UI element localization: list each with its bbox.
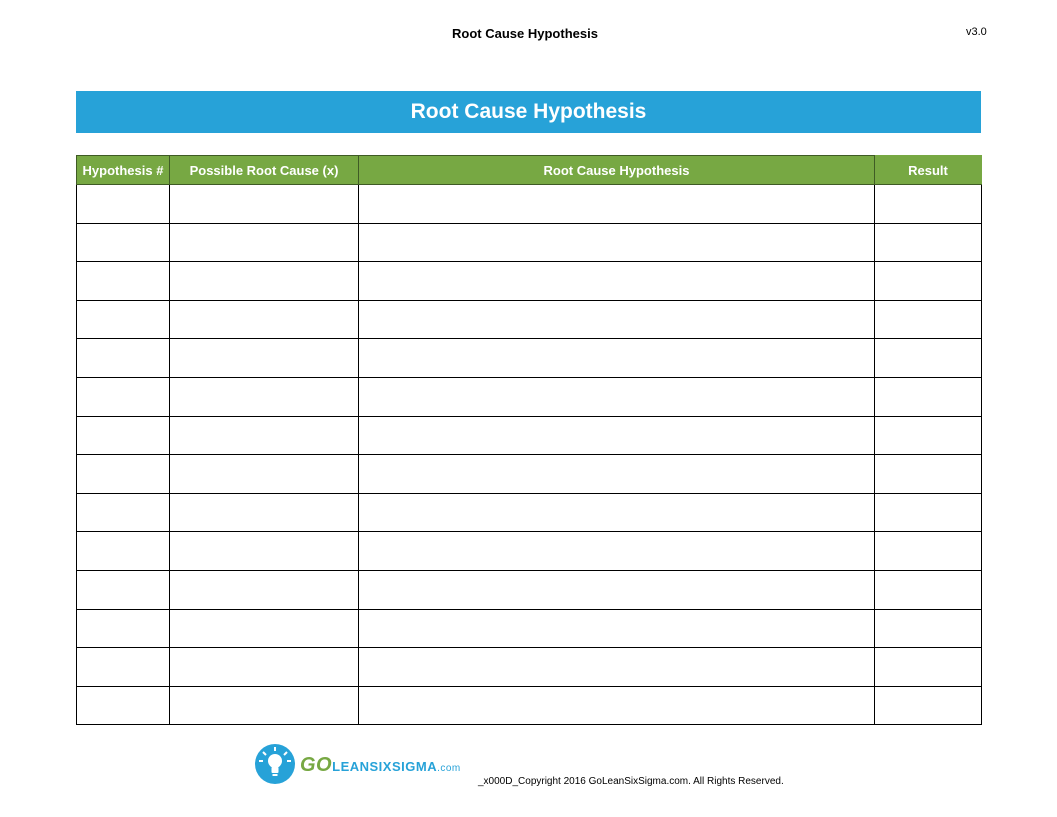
root-cause-hypothesis-cell[interactable] bbox=[359, 686, 875, 725]
table-row bbox=[77, 648, 982, 687]
result-cell[interactable] bbox=[875, 493, 982, 532]
possible-root-cause-cell[interactable] bbox=[170, 185, 359, 224]
hypothesis-number-cell[interactable] bbox=[77, 455, 170, 494]
table-row bbox=[77, 223, 982, 262]
lightbulb-icon bbox=[255, 744, 295, 784]
result-cell[interactable] bbox=[875, 648, 982, 687]
banner-title: Root Cause Hypothesis bbox=[76, 91, 981, 133]
result-cell[interactable] bbox=[875, 686, 982, 725]
table-row bbox=[77, 416, 982, 455]
root-cause-hypothesis-cell[interactable] bbox=[359, 262, 875, 301]
hypothesis-number-cell[interactable] bbox=[77, 262, 170, 301]
company-logo bbox=[255, 743, 461, 785]
possible-root-cause-cell[interactable] bbox=[170, 339, 359, 378]
table-row bbox=[77, 185, 982, 224]
hypothesis-number-cell[interactable] bbox=[77, 223, 170, 262]
root-cause-hypothesis-cell[interactable] bbox=[359, 609, 875, 648]
root-cause-hypothesis-cell[interactable] bbox=[359, 570, 875, 609]
possible-root-cause-cell[interactable] bbox=[170, 223, 359, 262]
root-cause-hypothesis-cell[interactable] bbox=[359, 455, 875, 494]
root-cause-hypothesis-cell[interactable] bbox=[359, 532, 875, 571]
version-label: v3.0 bbox=[966, 26, 987, 38]
result-cell[interactable] bbox=[875, 300, 982, 339]
possible-root-cause-cell[interactable] bbox=[170, 416, 359, 455]
hypothesis-number-cell[interactable] bbox=[77, 300, 170, 339]
hypothesis-number-cell[interactable] bbox=[77, 493, 170, 532]
result-cell[interactable] bbox=[875, 262, 982, 301]
hypothesis-number-cell[interactable] bbox=[77, 570, 170, 609]
page-title: Root Cause Hypothesis bbox=[452, 26, 598, 41]
hypothesis-number-cell[interactable] bbox=[77, 416, 170, 455]
root-cause-hypothesis-cell[interactable] bbox=[359, 493, 875, 532]
possible-root-cause-cell[interactable] bbox=[170, 648, 359, 687]
result-cell[interactable] bbox=[875, 223, 982, 262]
table-header-row bbox=[77, 156, 982, 185]
result-cell[interactable] bbox=[875, 185, 982, 224]
root-cause-hypothesis-cell[interactable] bbox=[359, 185, 875, 224]
result-cell[interactable] bbox=[875, 532, 982, 571]
hypothesis-table bbox=[76, 155, 982, 725]
possible-root-cause-cell[interactable] bbox=[170, 570, 359, 609]
root-cause-hypothesis-cell[interactable] bbox=[359, 648, 875, 687]
table-row bbox=[77, 686, 982, 725]
possible-root-cause-cell[interactable] bbox=[170, 455, 359, 494]
root-cause-hypothesis-cell[interactable] bbox=[359, 300, 875, 339]
column-header-hypothesis-number: Hypothesis # bbox=[77, 156, 170, 185]
result-cell[interactable] bbox=[875, 570, 982, 609]
result-cell[interactable] bbox=[875, 455, 982, 494]
table-row bbox=[77, 455, 982, 494]
result-cell[interactable] bbox=[875, 416, 982, 455]
possible-root-cause-cell[interactable] bbox=[170, 686, 359, 725]
possible-root-cause-cell[interactable] bbox=[170, 609, 359, 648]
result-cell[interactable] bbox=[875, 339, 982, 378]
hypothesis-number-cell[interactable] bbox=[77, 532, 170, 571]
table-row bbox=[77, 262, 982, 301]
logo-wordmark bbox=[300, 754, 461, 777]
possible-root-cause-cell[interactable] bbox=[170, 300, 359, 339]
logo-tld-text: .com bbox=[437, 762, 461, 774]
logo-go-text: GO bbox=[300, 753, 333, 776]
table-row bbox=[77, 377, 982, 416]
root-cause-hypothesis-cell[interactable] bbox=[359, 339, 875, 378]
hypothesis-number-cell[interactable] bbox=[77, 609, 170, 648]
root-cause-hypothesis-cell[interactable] bbox=[359, 416, 875, 455]
hypothesis-number-cell[interactable] bbox=[77, 377, 170, 416]
copyright-notice: _x000D_Copyright 2016 GoLeanSixSigma.com. All Rights Reserved. bbox=[478, 776, 784, 787]
hypothesis-number-cell[interactable] bbox=[77, 185, 170, 224]
table-row bbox=[77, 609, 982, 648]
logo-main-text: LEANSIXSIGMA bbox=[332, 758, 438, 774]
possible-root-cause-cell[interactable] bbox=[170, 377, 359, 416]
table-row bbox=[77, 493, 982, 532]
possible-root-cause-cell[interactable] bbox=[170, 532, 359, 571]
table-row bbox=[77, 532, 982, 571]
result-cell[interactable] bbox=[875, 377, 982, 416]
hypothesis-number-cell[interactable] bbox=[77, 339, 170, 378]
table-body bbox=[77, 185, 982, 725]
root-cause-hypothesis-cell[interactable] bbox=[359, 223, 875, 262]
table-row bbox=[77, 300, 982, 339]
table-row bbox=[77, 570, 982, 609]
column-header-result: Result bbox=[875, 156, 982, 185]
hypothesis-number-cell[interactable] bbox=[77, 686, 170, 725]
root-cause-hypothesis-cell[interactable] bbox=[359, 377, 875, 416]
possible-root-cause-cell[interactable] bbox=[170, 262, 359, 301]
column-header-root-cause-hypothesis: Root Cause Hypothesis bbox=[359, 156, 875, 185]
result-cell[interactable] bbox=[875, 609, 982, 648]
table-row bbox=[77, 339, 982, 378]
column-header-possible-root-cause: Possible Root Cause (x) bbox=[170, 156, 359, 185]
hypothesis-number-cell[interactable] bbox=[77, 648, 170, 687]
possible-root-cause-cell[interactable] bbox=[170, 493, 359, 532]
